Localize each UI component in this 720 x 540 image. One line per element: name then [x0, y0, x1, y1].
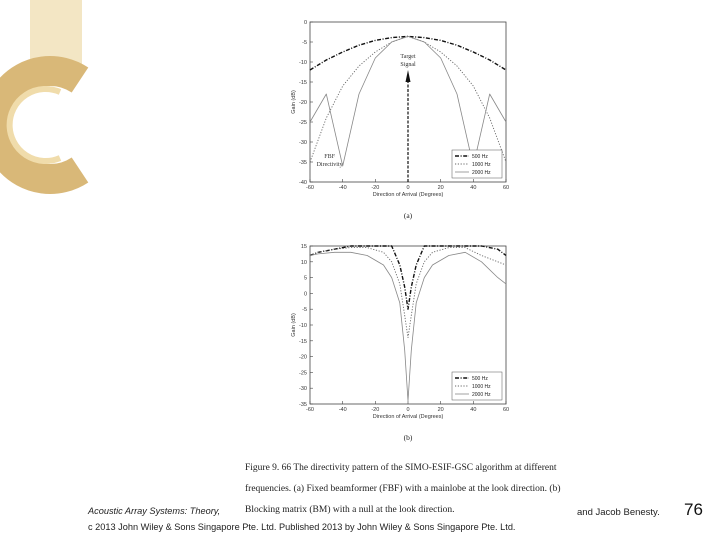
x-tick-label: 20 — [437, 185, 444, 191]
x-tick-label: 40 — [470, 185, 477, 191]
footer-book-title: Acoustic Array Systems: Theory, — [88, 506, 221, 516]
figure-a — [282, 14, 520, 224]
x-tick-label: 0 — [406, 185, 410, 191]
y-tick-label: -35 — [299, 160, 307, 166]
y-tick-label: -35 — [299, 402, 307, 408]
y-tick-label: 0 — [303, 20, 307, 26]
annotation-text: Signal — [400, 62, 416, 68]
footer-authors: and Jacob Benesty. — [577, 507, 660, 518]
y-tick-label: -40 — [299, 180, 307, 186]
figure-b — [282, 240, 520, 446]
publisher-logo — [0, 0, 90, 200]
y-tick-label: -25 — [299, 370, 307, 377]
x-tick-label: 0 — [406, 407, 410, 413]
y-tick-label: 0 — [303, 291, 307, 298]
annotation-text: Directivity — [316, 162, 343, 168]
legend-label: 500 Hz — [472, 376, 488, 382]
legend-label: 2000 Hz — [472, 170, 491, 176]
y-tick-label: -15 — [299, 338, 307, 345]
legend-label: 2000 Hz — [472, 392, 491, 398]
x-tick-label: -20 — [371, 407, 380, 413]
x-tick-label: -40 — [338, 185, 347, 191]
y-tick-label: -10 — [299, 60, 307, 66]
legend-label: 500 Hz — [472, 154, 488, 160]
y-tick-label: -30 — [299, 386, 307, 393]
x-tick-label: -20 — [371, 185, 380, 191]
legend-label: 1000 Hz — [472, 384, 491, 390]
annotation-text: Target — [400, 54, 416, 60]
x-axis-label: Direction of Arrival (Degrees) — [372, 414, 444, 420]
x-tick-label: -60 — [306, 185, 314, 191]
y-tick-label: -25 — [299, 120, 307, 126]
y-tick-label: -5 — [302, 40, 307, 46]
y-tick-label: 10 — [300, 259, 307, 266]
x-axis-label: Direction of Arrival (Degrees) — [372, 192, 444, 198]
y-tick-label: -30 — [299, 140, 307, 146]
y-tick-label: -10 — [299, 323, 307, 329]
logo-square — [30, 0, 82, 66]
legend-label: 1000 Hz — [472, 162, 491, 168]
panel-label: (b) — [403, 433, 413, 442]
logo-ring-light — [10, 89, 60, 161]
panel-label: (a) — [403, 211, 413, 220]
x-tick-label: 40 — [470, 407, 477, 413]
y-tick-label: -15 — [299, 80, 307, 86]
y-axis-label: Gain (dB) — [291, 90, 297, 114]
y-tick-label: -20 — [299, 354, 307, 361]
footer-copyright: c 2013 John Wiley & Sons Singapore Pte. Ltd. Published 2013 by John Wiley & Sons Singapore Pte. Ltd. — [88, 522, 516, 532]
y-tick-label: -20 — [299, 100, 307, 106]
y-axis-label: Gain (dB) — [291, 313, 297, 337]
x-tick-label: 60 — [502, 407, 510, 413]
y-tick-label: 15 — [300, 244, 307, 250]
x-tick-label: 20 — [437, 407, 444, 413]
caption-line-1: Figure 9. 66 The directivity pattern of the SIMO-ESIF-GSC algorithm at different — [245, 463, 557, 473]
caption-line-2: frequencies. (a) Fixed beamformer (FBF) with a mainlobe at the look direction. (b) — [245, 484, 561, 494]
x-tick-label: -60 — [306, 407, 314, 413]
caption-line-3: Blocking matrix (BM) with a null at the look direction. — [245, 505, 455, 515]
page-number: 76 — [684, 500, 703, 519]
figure-a-plot — [282, 14, 520, 224]
footer-citation — [88, 506, 515, 532]
x-tick-label: -40 — [338, 407, 347, 413]
x-tick-label: 60 — [502, 185, 510, 191]
figure-b-plot — [282, 240, 520, 446]
annotation-text: FBF — [324, 154, 335, 160]
y-tick-label: -5 — [302, 307, 307, 314]
y-tick-label: 5 — [303, 275, 307, 282]
